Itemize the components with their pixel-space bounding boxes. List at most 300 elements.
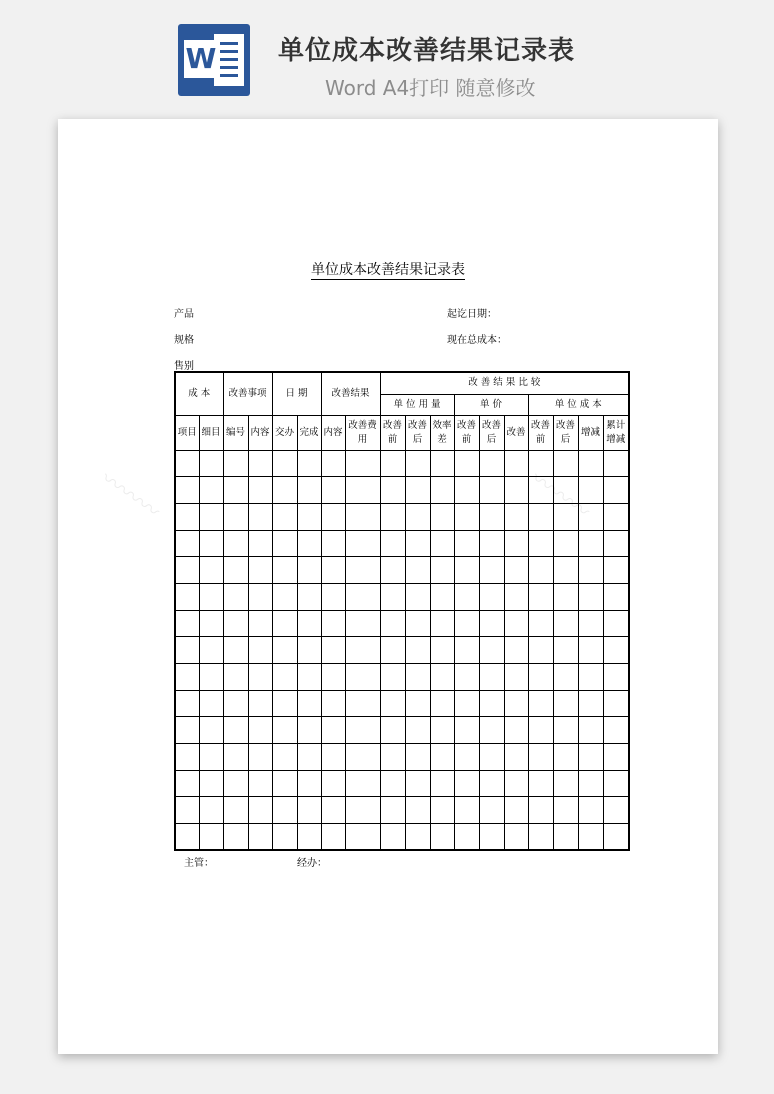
table-cell[interactable] — [553, 477, 578, 504]
table-cell[interactable] — [223, 477, 248, 504]
table-cell[interactable] — [479, 824, 504, 851]
table-cell[interactable] — [380, 610, 405, 637]
table-cell[interactable] — [405, 744, 430, 771]
document-page — [58, 119, 718, 1054]
table-cell[interactable] — [603, 690, 629, 717]
table-row — [175, 557, 629, 584]
table-cell[interactable] — [175, 503, 199, 530]
table-cell[interactable] — [454, 557, 479, 584]
table-cell[interactable] — [380, 477, 405, 504]
field-total-cost: 现在总成本： — [447, 335, 507, 346]
table-cell[interactable] — [603, 637, 629, 664]
table-cell[interactable] — [223, 610, 248, 637]
table-cell[interactable] — [528, 664, 553, 691]
table-cell[interactable] — [578, 824, 603, 851]
header-improvement-item: 改善事项 — [223, 372, 272, 415]
table-cell[interactable] — [380, 583, 405, 610]
table-cell[interactable] — [345, 477, 380, 504]
table-cell[interactable] — [405, 637, 430, 664]
table-cell[interactable] — [248, 690, 272, 717]
table-cell[interactable] — [223, 824, 248, 851]
table-cell[interactable] — [504, 477, 528, 504]
table-cell[interactable] — [578, 450, 603, 477]
table-cell[interactable] — [248, 744, 272, 771]
table-cell[interactable] — [321, 770, 345, 797]
table-cell[interactable] — [479, 717, 504, 744]
table-cell[interactable] — [578, 717, 603, 744]
table-cell[interactable] — [321, 717, 345, 744]
table-cell[interactable] — [248, 477, 272, 504]
header-sub-col: 交办 — [272, 415, 297, 450]
table-row — [175, 450, 629, 477]
table-cell[interactable] — [175, 450, 199, 477]
table-cell[interactable] — [430, 690, 454, 717]
table-cell[interactable] — [248, 557, 272, 584]
table-cell[interactable] — [380, 557, 405, 584]
table-cell[interactable] — [175, 477, 199, 504]
table-cell[interactable] — [248, 583, 272, 610]
table-cell[interactable] — [603, 744, 629, 771]
table-cell[interactable] — [553, 797, 578, 824]
table-cell[interactable] — [199, 503, 223, 530]
table-cell[interactable] — [430, 503, 454, 530]
table-cell[interactable] — [199, 610, 223, 637]
table-cell[interactable] — [272, 503, 297, 530]
header-sub-col: 改善后 — [553, 415, 578, 450]
table-cell[interactable] — [504, 450, 528, 477]
table-cell[interactable] — [578, 557, 603, 584]
table-cell[interactable] — [603, 583, 629, 610]
table-cell[interactable] — [504, 557, 528, 584]
footer-handler: 经办： — [297, 858, 327, 869]
table-cell[interactable] — [380, 450, 405, 477]
table-cell[interactable] — [528, 530, 553, 557]
field-category: 售别 — [174, 361, 194, 372]
table-cell[interactable] — [297, 503, 321, 530]
table-cell[interactable] — [430, 530, 454, 557]
table-cell[interactable] — [479, 744, 504, 771]
table-cell[interactable] — [504, 637, 528, 664]
table-cell[interactable] — [175, 664, 199, 691]
table-cell[interactable] — [223, 637, 248, 664]
table-cell[interactable] — [454, 744, 479, 771]
header-unit-cost: 单 位 成 本 — [528, 394, 629, 415]
table-cell[interactable] — [578, 610, 603, 637]
table-cell[interactable] — [479, 530, 504, 557]
table-cell[interactable] — [345, 530, 380, 557]
table-cell[interactable] — [297, 530, 321, 557]
footer-supervisor: 主管： — [184, 858, 214, 869]
table-cell[interactable] — [553, 450, 578, 477]
table-cell[interactable] — [553, 717, 578, 744]
table-cell[interactable] — [528, 770, 553, 797]
table-cell[interactable] — [223, 770, 248, 797]
table-cell[interactable] — [272, 664, 297, 691]
table-cell[interactable] — [430, 797, 454, 824]
table-cell[interactable] — [479, 557, 504, 584]
table-cell[interactable] — [297, 690, 321, 717]
table-cell[interactable] — [297, 583, 321, 610]
table-cell[interactable] — [454, 450, 479, 477]
table-cell[interactable] — [454, 797, 479, 824]
table-cell[interactable] — [297, 610, 321, 637]
table-cell[interactable] — [272, 583, 297, 610]
table-cell[interactable] — [553, 664, 578, 691]
table-cell[interactable] — [175, 797, 199, 824]
table-cell[interactable] — [380, 637, 405, 664]
table-cell[interactable] — [430, 744, 454, 771]
table-cell[interactable] — [297, 717, 321, 744]
table-cell[interactable] — [345, 690, 380, 717]
table-cell[interactable] — [297, 477, 321, 504]
table-cell[interactable] — [454, 664, 479, 691]
table-cell[interactable] — [553, 637, 578, 664]
table-cell[interactable] — [175, 717, 199, 744]
table-cell[interactable] — [504, 503, 528, 530]
table-cell[interactable] — [321, 690, 345, 717]
table-cell[interactable] — [430, 610, 454, 637]
table-cell[interactable] — [248, 450, 272, 477]
table-cell[interactable] — [405, 477, 430, 504]
table-cell[interactable] — [578, 664, 603, 691]
table-cell[interactable] — [603, 824, 629, 851]
table-cell[interactable] — [405, 824, 430, 851]
table-cell[interactable] — [223, 503, 248, 530]
table-cell[interactable] — [528, 583, 553, 610]
table-cell[interactable] — [199, 557, 223, 584]
table-cell[interactable] — [603, 503, 629, 530]
table-cell[interactable] — [430, 637, 454, 664]
table-cell[interactable] — [405, 450, 430, 477]
table-cell[interactable] — [553, 690, 578, 717]
table-cell[interactable] — [553, 530, 578, 557]
table-cell[interactable] — [454, 530, 479, 557]
table-cell[interactable] — [380, 797, 405, 824]
table-cell[interactable] — [454, 503, 479, 530]
table-cell[interactable] — [297, 664, 321, 691]
table-cell[interactable] — [528, 450, 553, 477]
table-cell[interactable] — [405, 690, 430, 717]
table-cell[interactable] — [345, 557, 380, 584]
table-cell[interactable] — [199, 530, 223, 557]
table-row — [175, 744, 629, 771]
table-cell[interactable] — [578, 770, 603, 797]
table-cell[interactable] — [345, 770, 380, 797]
table-cell[interactable] — [454, 690, 479, 717]
table-cell[interactable] — [223, 797, 248, 824]
table-cell[interactable] — [578, 503, 603, 530]
table-cell[interactable] — [175, 690, 199, 717]
table-cell[interactable] — [272, 530, 297, 557]
table-cell[interactable] — [223, 664, 248, 691]
table-cell[interactable] — [175, 770, 199, 797]
header-sub-col: 效率差 — [430, 415, 454, 450]
table-cell[interactable] — [199, 824, 223, 851]
table-cell[interactable] — [272, 690, 297, 717]
table-cell[interactable] — [175, 744, 199, 771]
header-sub-col: 细目 — [199, 415, 223, 450]
table-cell[interactable] — [528, 637, 553, 664]
table-cell[interactable] — [199, 770, 223, 797]
banner-title: 单位成本改善结果记录表 — [278, 36, 576, 66]
table-cell[interactable] — [504, 583, 528, 610]
table-cell[interactable] — [504, 664, 528, 691]
table-cell[interactable] — [321, 530, 345, 557]
table-cell[interactable] — [380, 717, 405, 744]
table-cell[interactable] — [479, 583, 504, 610]
table-row — [175, 477, 629, 504]
table-cell[interactable] — [248, 770, 272, 797]
table-cell[interactable] — [454, 824, 479, 851]
table-cell[interactable] — [504, 610, 528, 637]
table-cell[interactable] — [504, 530, 528, 557]
table-cell[interactable] — [405, 610, 430, 637]
table-cell[interactable] — [603, 610, 629, 637]
table-cell[interactable] — [479, 770, 504, 797]
table-cell[interactable] — [430, 717, 454, 744]
table-cell[interactable] — [199, 690, 223, 717]
table-cell[interactable] — [479, 690, 504, 717]
table-cell[interactable] — [430, 664, 454, 691]
table-cell[interactable] — [297, 557, 321, 584]
table-cell[interactable] — [199, 797, 223, 824]
table-cell[interactable] — [199, 637, 223, 664]
table-cell[interactable] — [454, 610, 479, 637]
header-sub-col: 内容 — [321, 415, 345, 450]
table-cell[interactable] — [528, 610, 553, 637]
table-cell[interactable] — [175, 824, 199, 851]
table-cell[interactable] — [248, 797, 272, 824]
table-cell[interactable] — [553, 557, 578, 584]
table-cell[interactable] — [345, 797, 380, 824]
table-cell[interactable] — [504, 744, 528, 771]
table-cell[interactable] — [248, 717, 272, 744]
table-cell[interactable] — [321, 450, 345, 477]
table-cell[interactable] — [430, 557, 454, 584]
table-cell[interactable] — [454, 637, 479, 664]
table-cell[interactable] — [199, 477, 223, 504]
header-sub-col: 改善后 — [405, 415, 430, 450]
table-cell[interactable] — [430, 450, 454, 477]
table-cell[interactable] — [454, 717, 479, 744]
table-cell[interactable] — [272, 610, 297, 637]
table-cell[interactable] — [345, 717, 380, 744]
table-cell[interactable] — [578, 583, 603, 610]
table-cell[interactable] — [603, 557, 629, 584]
table-cell[interactable] — [553, 503, 578, 530]
table-cell[interactable] — [199, 450, 223, 477]
table-cell[interactable] — [175, 583, 199, 610]
table-cell[interactable] — [272, 744, 297, 771]
table-row — [175, 664, 629, 691]
table-cell[interactable] — [321, 797, 345, 824]
table-cell[interactable] — [248, 530, 272, 557]
table-cell[interactable] — [297, 450, 321, 477]
table-cell[interactable] — [272, 770, 297, 797]
table-cell[interactable] — [528, 477, 553, 504]
table-cell[interactable] — [405, 530, 430, 557]
table-cell[interactable] — [603, 477, 629, 504]
table-cell[interactable] — [321, 503, 345, 530]
table-cell[interactable] — [405, 583, 430, 610]
table-cell[interactable] — [603, 717, 629, 744]
table-cell[interactable] — [380, 770, 405, 797]
table-cell[interactable] — [553, 770, 578, 797]
table-cell[interactable] — [504, 824, 528, 851]
table-cell[interactable] — [175, 637, 199, 664]
table-cell[interactable] — [272, 477, 297, 504]
table-cell[interactable] — [321, 477, 345, 504]
table-cell[interactable] — [430, 477, 454, 504]
table-cell[interactable] — [430, 824, 454, 851]
table-cell[interactable] — [248, 503, 272, 530]
table-row — [175, 610, 629, 637]
table-cell[interactable] — [430, 770, 454, 797]
table-cell[interactable] — [297, 770, 321, 797]
table-cell[interactable] — [272, 717, 297, 744]
table-cell[interactable] — [223, 450, 248, 477]
table-cell[interactable] — [380, 744, 405, 771]
table-cell[interactable] — [405, 664, 430, 691]
table-cell[interactable] — [405, 503, 430, 530]
table-cell[interactable] — [248, 664, 272, 691]
table-cell[interactable] — [345, 503, 380, 530]
table-cell[interactable] — [528, 503, 553, 530]
table-cell[interactable] — [380, 824, 405, 851]
table-cell[interactable] — [528, 717, 553, 744]
table-cell[interactable] — [479, 637, 504, 664]
table-cell[interactable] — [528, 744, 553, 771]
table-cell[interactable] — [528, 690, 553, 717]
header-sub-col: 增减 — [578, 415, 603, 450]
table-cell[interactable] — [479, 450, 504, 477]
table-cell[interactable] — [345, 450, 380, 477]
table-cell[interactable] — [553, 824, 578, 851]
table-cell[interactable] — [578, 797, 603, 824]
table-cell[interactable] — [297, 744, 321, 771]
table-cell[interactable] — [553, 610, 578, 637]
table-cell[interactable] — [248, 637, 272, 664]
table-cell[interactable] — [223, 690, 248, 717]
table-cell[interactable] — [603, 530, 629, 557]
table-cell[interactable] — [528, 797, 553, 824]
table-cell[interactable] — [321, 744, 345, 771]
table-cell[interactable] — [345, 583, 380, 610]
table-cell[interactable] — [272, 824, 297, 851]
table-cell[interactable] — [199, 583, 223, 610]
table-cell[interactable] — [603, 770, 629, 797]
table-cell[interactable] — [321, 583, 345, 610]
table-cell[interactable] — [297, 797, 321, 824]
table-row — [175, 583, 629, 610]
table-cell[interactable] — [578, 637, 603, 664]
watermark: 〰〰〰 — [95, 466, 165, 526]
table-cell[interactable] — [380, 530, 405, 557]
table-cell[interactable] — [223, 583, 248, 610]
table-cell[interactable] — [504, 717, 528, 744]
logo-letter: W — [184, 40, 218, 78]
table-cell[interactable] — [380, 664, 405, 691]
table-cell[interactable] — [405, 717, 430, 744]
table-cell[interactable] — [345, 610, 380, 637]
table-cell[interactable] — [603, 797, 629, 824]
table-cell[interactable] — [321, 664, 345, 691]
table-cell[interactable] — [248, 610, 272, 637]
header-date: 日 期 — [272, 372, 321, 415]
table-cell[interactable] — [345, 824, 380, 851]
table-cell[interactable] — [199, 664, 223, 691]
table-cell[interactable] — [297, 824, 321, 851]
header-cost: 成 本 — [175, 372, 223, 415]
table-cell[interactable] — [248, 824, 272, 851]
table-cell[interactable] — [345, 664, 380, 691]
table-cell[interactable] — [272, 450, 297, 477]
table-cell[interactable] — [430, 583, 454, 610]
table-cell[interactable] — [553, 744, 578, 771]
table-cell[interactable] — [553, 583, 578, 610]
table-cell[interactable] — [175, 610, 199, 637]
table-cell[interactable] — [175, 530, 199, 557]
table-cell[interactable] — [504, 690, 528, 717]
table-cell[interactable] — [380, 503, 405, 530]
table-cell[interactable] — [272, 557, 297, 584]
table-cell[interactable] — [321, 557, 345, 584]
table-cell[interactable] — [454, 770, 479, 797]
table-cell[interactable] — [199, 717, 223, 744]
table-cell[interactable] — [528, 824, 553, 851]
table-cell[interactable] — [479, 503, 504, 530]
word-logo-icon — [178, 24, 250, 96]
table-cell[interactable] — [175, 557, 199, 584]
table-cell[interactable] — [479, 797, 504, 824]
table-cell[interactable] — [223, 530, 248, 557]
table-cell[interactable] — [454, 583, 479, 610]
table-cell[interactable] — [405, 770, 430, 797]
table-cell[interactable] — [405, 557, 430, 584]
table-cell[interactable] — [504, 770, 528, 797]
table-cell[interactable] — [405, 797, 430, 824]
table-cell[interactable] — [345, 637, 380, 664]
table-cell[interactable] — [479, 477, 504, 504]
table-cell[interactable] — [479, 610, 504, 637]
table-cell[interactable] — [223, 557, 248, 584]
table-row — [175, 530, 629, 557]
table-cell[interactable] — [479, 664, 504, 691]
table-cell[interactable] — [321, 637, 345, 664]
table-cell[interactable] — [578, 530, 603, 557]
table-cell[interactable] — [504, 797, 528, 824]
header-sub-col: 改善 — [504, 415, 528, 450]
header-sub-col: 改善前 — [454, 415, 479, 450]
table-cell[interactable] — [223, 717, 248, 744]
table-cell[interactable] — [603, 664, 629, 691]
table-cell[interactable] — [603, 450, 629, 477]
table-cell[interactable] — [578, 477, 603, 504]
table-cell[interactable] — [578, 690, 603, 717]
table-cell[interactable] — [223, 744, 248, 771]
table-cell[interactable] — [321, 610, 345, 637]
table-cell[interactable] — [272, 637, 297, 664]
table-cell[interactable] — [272, 797, 297, 824]
table-cell[interactable] — [199, 744, 223, 771]
table-cell[interactable] — [578, 744, 603, 771]
table-cell[interactable] — [454, 477, 479, 504]
table-cell[interactable] — [380, 690, 405, 717]
table-cell[interactable] — [528, 557, 553, 584]
table-cell[interactable] — [321, 824, 345, 851]
table-cell[interactable] — [297, 637, 321, 664]
table-cell[interactable] — [345, 744, 380, 771]
